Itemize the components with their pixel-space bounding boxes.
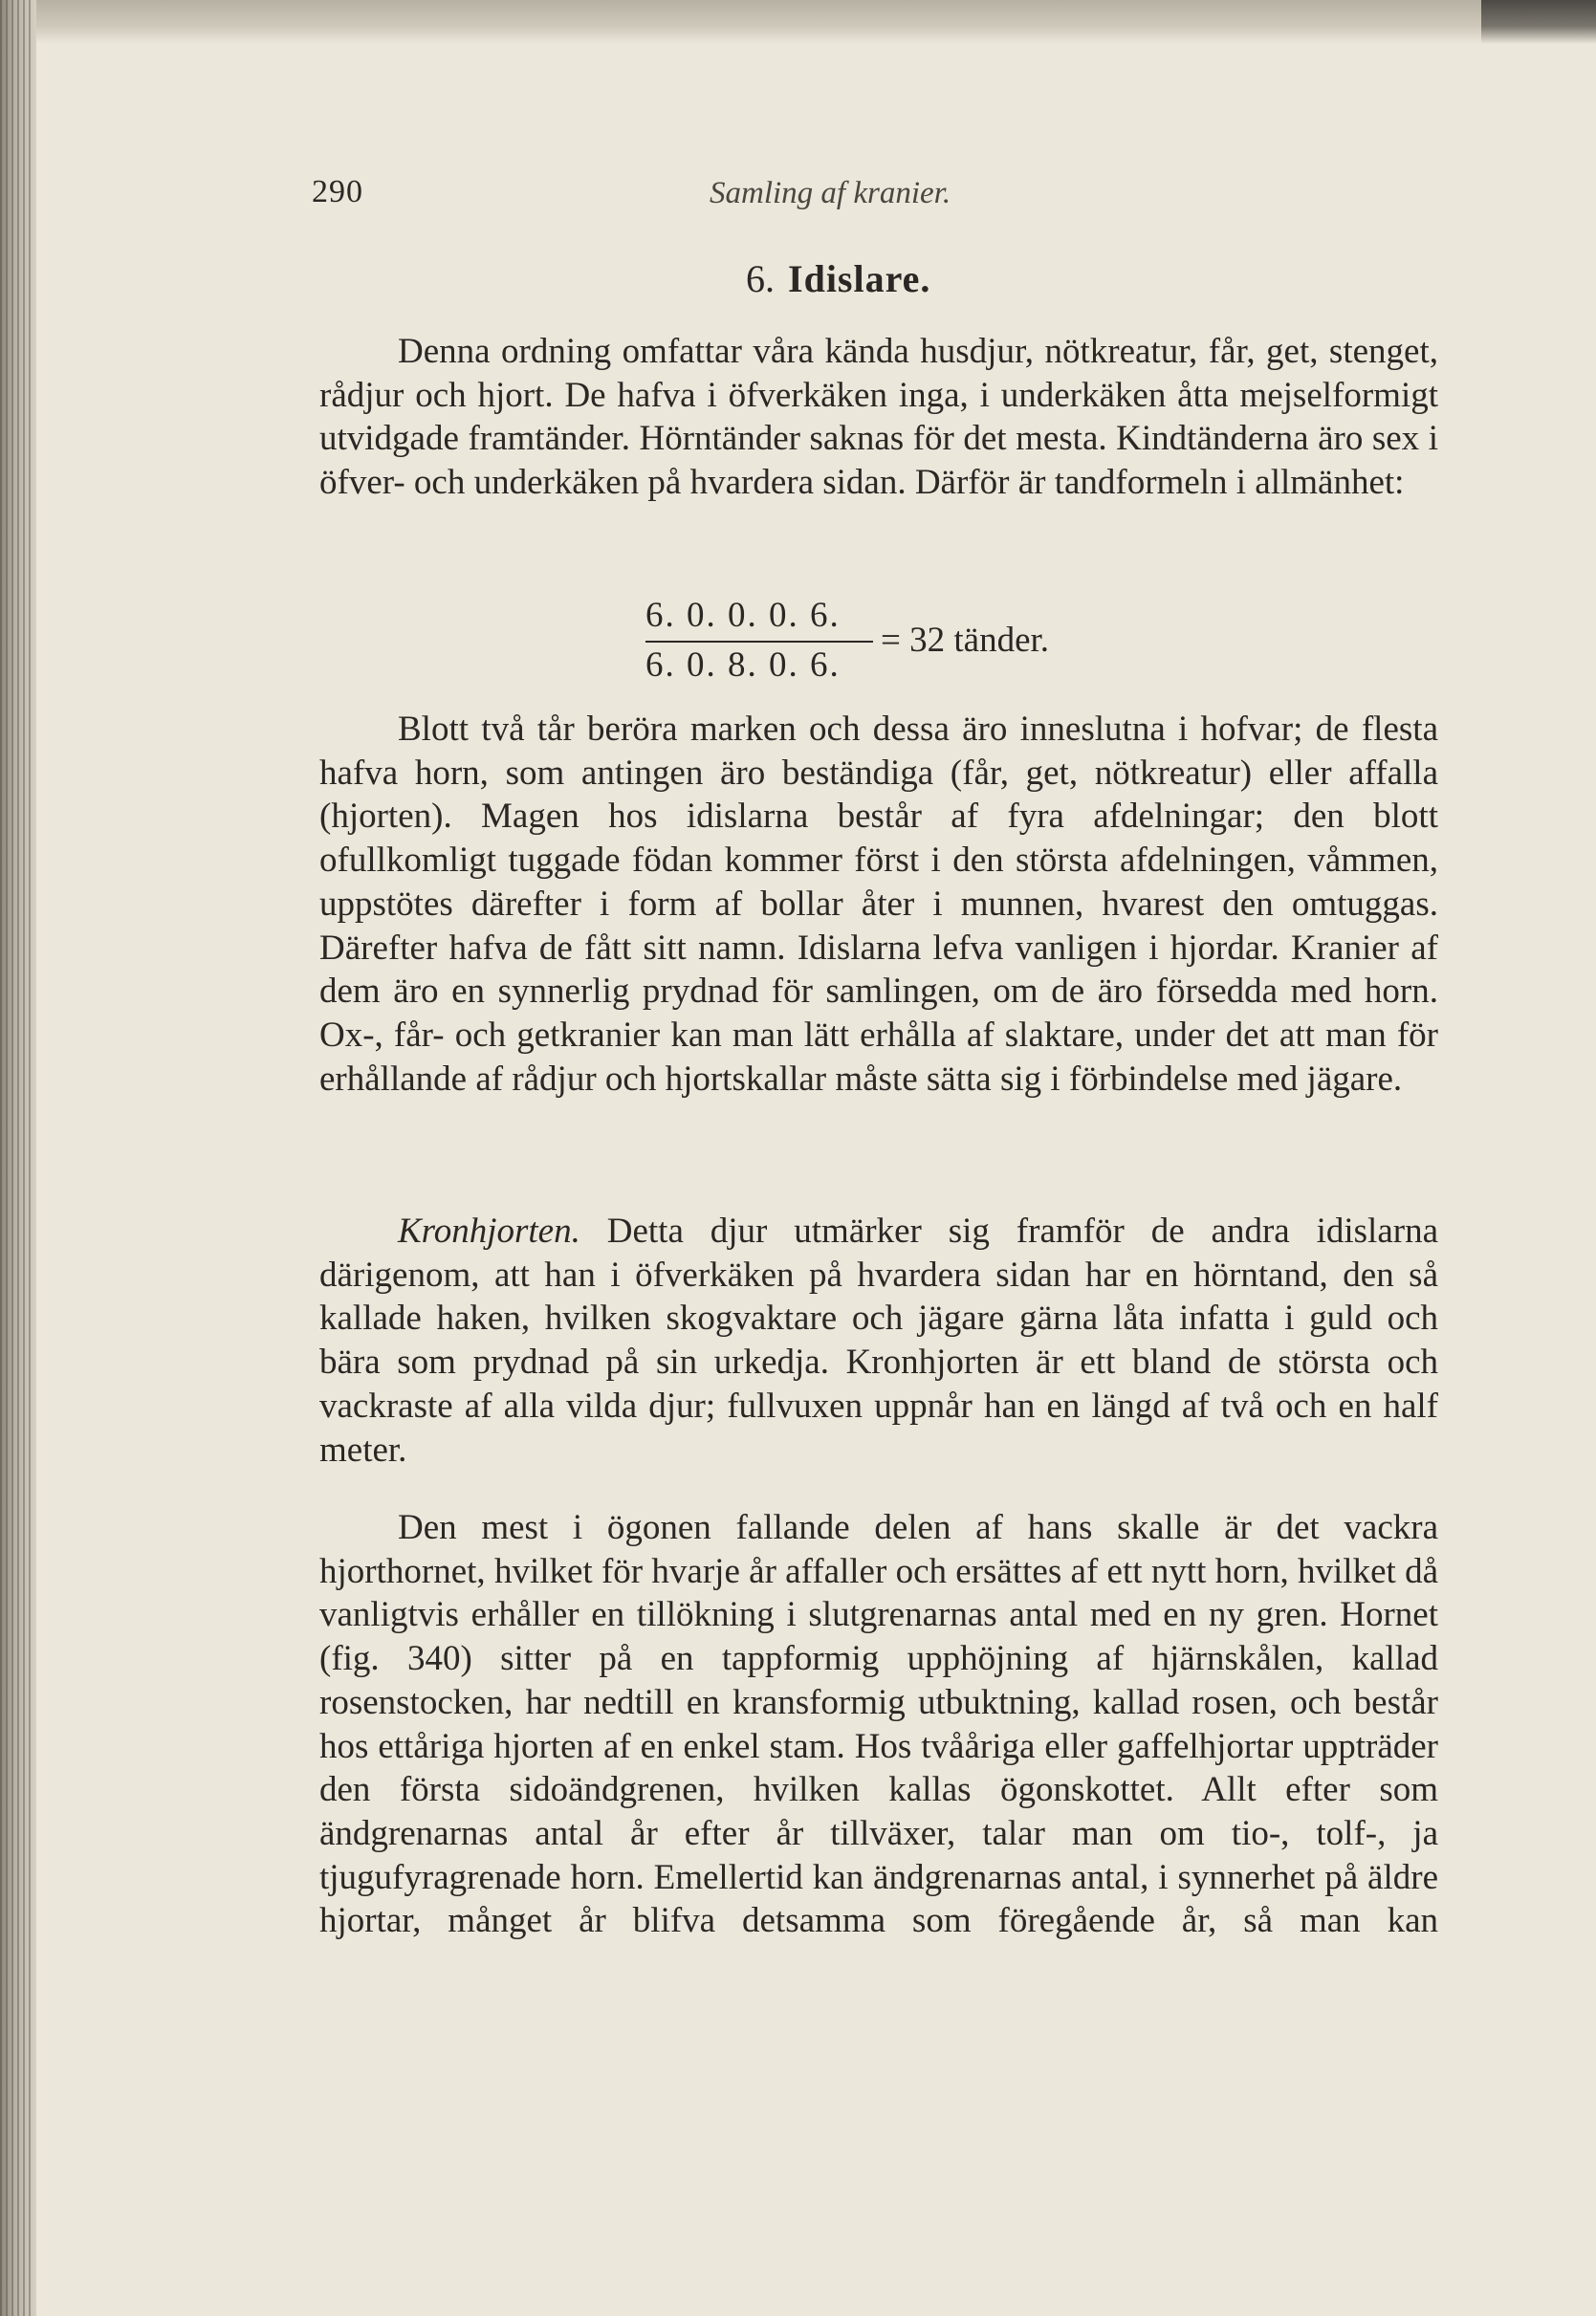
page-corner-shadow	[1481, 0, 1596, 44]
paragraph-3-body: Detta djur utmärker sig framför de andra idislarna därigenom, att han i öfverkäken på hvardera sidan har en hörntand, den så kallade haken, hvilken skogvaktare och jägare gärna låta infatta i guld och bära som prydnad på sin urkedja. Kronhjorten är ett bland de största och vackraste af alla vilda djur; fullvuxen uppnår han en längd af två och en half meter.	[319, 1212, 1438, 1470]
page-number: 290	[312, 174, 363, 209]
page-header	[312, 174, 1440, 222]
page-stack-lines	[0, 0, 31, 2316]
paragraph-3-lead: Kronhjorten.	[398, 1212, 580, 1251]
paragraph-3	[319, 1210, 1438, 1472]
section-heading	[746, 256, 930, 301]
fraction-line	[645, 641, 873, 643]
page-top-edge	[0, 0, 1596, 44]
formula-result: = 32 tänder.	[881, 621, 1050, 660]
formula-denominator: 6. 0. 8. 0. 6.	[645, 645, 841, 685]
section-title: Idislare.	[788, 257, 931, 300]
section-number: 6.	[746, 257, 775, 300]
paragraph-4: Den mest i ögonen fallande delen af hans skalle är det vackra hjorthornet, hvilket för hvarje år affaller och ersättes af ett nytt horn, hvilket då vanligtvis erhåller en tillökning i slutgrenarnas antal med en ny gren. Hornet (fig. 340) sitter på en tappformig upphöjning af hjärnskålen, kallad rosenstocken, har nedtill en kransformig utbuktning, kallad rosen, och består hos ettåriga hjorten af en enkel stam. Hos tvååriga eller gaffelhjortar uppträder den första sidoändgrenen, hvilken kallas ögonskottet. Allt efter som ändgrenarnas antal år efter år tillväxer, talar man om tio-, tolf-, ja tjugufyragrenade horn. Emellertid kan ändgrenarnas antal, i synnerhet på äldre hjortar, månget år blifva detsamma som föregående år, så man kan	[319, 1508, 1438, 1941]
running-title: Samling af kranier.	[710, 176, 951, 210]
paragraph-2: Blott två tår beröra marken och dessa äro inneslutna i hofvar; de flesta hafva horn, som antingen äro beständiga (får, get, nötkreatur) eller affalla (hjorten). Magen hos idislarna består af fyra afdelningar; den blott ofullkomligt tuggade födan kommer först i den största afdelningen, våmmen, uppstötes därefter i form af bollar åter i munnen, hvarest den omtuggas. Därefter hafva de fått sitt namn. Idislarna lefva vanligen i hjordar. Kranier af dem äro en synnerlig prydnad för samlingen, om de äro försedda med horn. Ox-, får- och getkranier kan man lätt erhålla af slaktare, under det att man för erhållande af rådjur och hjortskallar måste sätta sig i förbindelse med jägare.	[319, 710, 1438, 1099]
tooth-formula	[645, 595, 1143, 690]
formula-numerator: 6. 0. 0. 0. 6.	[645, 596, 841, 635]
paragraph-1: Denna ordning omfattar våra kända husdjur, nötkreatur, får, get, stenget, rådjur och hjort. De hafva i öfverkäken inga, i underkäken åtta mejselformigt utvidgade framtänder. Hörntänder saknas för det mesta. Kindtänderna äro sex i öfver- och underkäken på hvardera sidan. Därför är tandformeln i allmänhet:	[319, 332, 1438, 503]
